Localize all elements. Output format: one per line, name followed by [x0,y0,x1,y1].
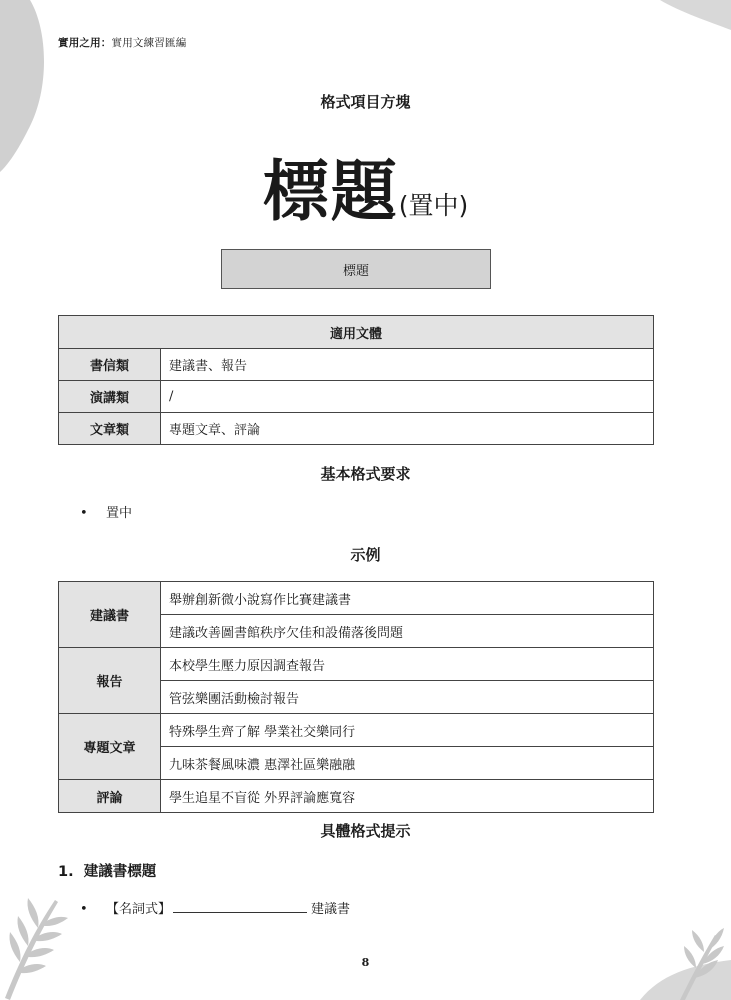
item-title: 建議書標題 [83,864,157,880]
example-cell: 九味茶餐風味濃 惠澤社區樂融融 [161,747,654,780]
item-number: 1. [58,864,74,880]
list-item [80,502,132,521]
table-row [59,413,654,445]
big-title-main: 標題 [262,153,399,230]
category-cell: 演講類 [59,381,161,413]
tip-prefix: 【名詞式】 [106,902,172,917]
applicable-genres-table [58,315,654,445]
table-row [59,349,654,381]
category-cell: 書信類 [59,349,161,381]
format-demo-box [221,249,491,289]
table-header: 適用文體 [59,316,654,349]
header-text: 實用文練習匯編 [111,37,187,49]
example-cell: 管弦樂團活動檢討報告 [161,681,654,714]
basic-requirements-heading: 基本格式要求 [320,465,411,483]
table-row [59,780,654,813]
tips-heading: 具體格式提示 [320,822,411,840]
example-cell: 學生追星不盲從 外界評論應寬容 [161,780,654,813]
numbered-item [58,860,156,881]
table-row [59,381,654,413]
demo-box-label: 標題 [342,263,369,279]
category-cell: 文章類 [59,413,161,445]
category-cell: 評論 [59,780,161,813]
corner-blob-top-right [660,0,731,40]
big-title [0,138,731,233]
example-cell: 本校學生壓力原因調查報告 [161,648,654,681]
table-row [59,714,654,747]
category-cell: 報告 [59,648,161,714]
example-cell: 建議改善圖書館秩序欠佳和設備落後問題 [161,615,654,648]
blank-fill-line [173,900,307,913]
format-heading: 格式項目方塊 [320,93,411,111]
bullet-text: 置中 [106,506,133,521]
table-header-row [59,316,654,349]
bullet-dot: • [80,506,88,521]
examples-heading: 示例 [350,546,381,564]
table-row [59,648,654,681]
example-cell: 特殊學生齊了解 學業社交樂同行 [161,714,654,747]
big-title-sub: (置中) [398,191,469,220]
value-cell: 專題文章、評論 [161,413,654,445]
category-cell: 建議書 [59,582,161,648]
examples-table [58,581,654,813]
example-cell: 舉辦創新微小說寫作比賽建議書 [161,582,654,615]
page-number: 8 [361,956,370,969]
category-cell: 專題文章 [59,714,161,780]
list-item [80,898,350,917]
value-cell: 建議書、報告 [161,349,654,381]
value-cell: / [161,381,654,413]
leaf-icon [0,890,70,1000]
bullet-dot: • [80,902,88,917]
tip-suffix: 建議書 [311,902,351,917]
running-header [58,35,186,50]
table-row [59,582,654,615]
header-label: 實用之用： [58,37,112,49]
